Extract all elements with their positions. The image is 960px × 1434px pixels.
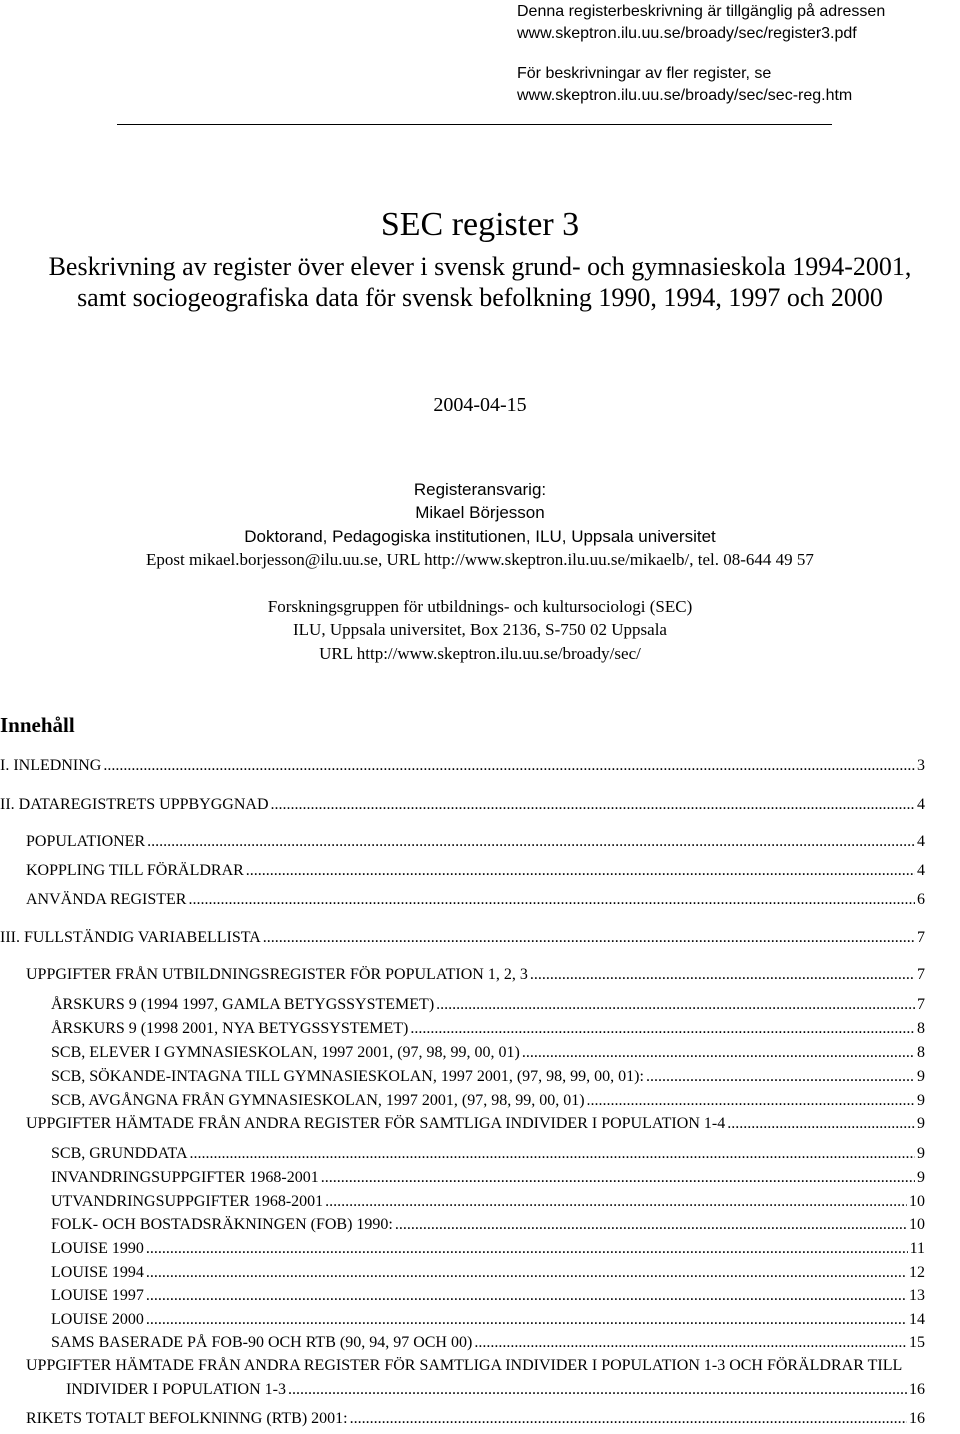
toc-entry-title: LOUISE 1994 — [51, 1264, 144, 1281]
toc-entry-page: 9 — [917, 1092, 925, 1109]
toc-entry-page: 4 — [917, 833, 925, 850]
toc-leader — [395, 1216, 907, 1234]
document-subtitle-2: samt sociogeografiska data för svensk befolkning 1990, 1994, 1997 och 2000 — [77, 283, 883, 312]
toc-entry-title: INDIVIDER I POPULATION 1-3 — [66, 1381, 286, 1398]
toc-leader — [325, 1193, 907, 1211]
toc-leader — [190, 1145, 915, 1163]
toc-entry-page: 4 — [917, 862, 925, 879]
header-link-htm[interactable]: www.skeptron.ilu.uu.se/broady/sec/sec-reg.htm — [517, 87, 853, 104]
toc-leader — [646, 1068, 915, 1086]
toc-leader — [246, 862, 915, 880]
toc-leader — [587, 1092, 915, 1110]
toc-entry-title: UPPGIFTER FRÅN UTBILDNINGSREGISTER FÖR POPULATION 1, 2, 3 — [26, 966, 528, 983]
toc-entry[interactable] — [0, 929, 925, 947]
toc-entry-title: I. INLEDNING — [0, 757, 102, 774]
toc-entry-wrapped-line[interactable]: UPPGIFTER HÄMTADE FRÅN ANDRA REGISTER FÖR SAMTLIGA INDIVIDER I POPULATION 1-3 OCH FÖRÄLDRAR TILL — [26, 1357, 903, 1374]
toc-entry-title: POPULATIONER — [26, 833, 146, 850]
toc-entry-page: 7 — [917, 996, 925, 1013]
toc-entry[interactable] — [51, 1193, 925, 1211]
toc-entry-page: 12 — [909, 1264, 925, 1281]
toc-entry-page: 8 — [917, 1020, 925, 1037]
toc-leader — [530, 966, 915, 984]
toc-entry-page: 9 — [917, 1068, 925, 1085]
group-name: Forskningsgruppen för utbildnings- och kultursociologi (SEC) — [267, 597, 693, 616]
toc-entry-page: 10 — [909, 1216, 925, 1233]
header-divider — [117, 124, 832, 125]
toc-entry[interactable] — [26, 966, 925, 984]
toc-leader — [146, 1240, 908, 1258]
toc-leader — [288, 1381, 907, 1399]
toc-entry-title: UTVANDRINGSUPPGIFTER 1968-2001 — [51, 1193, 324, 1210]
responsible-position: Doktorand, Pedagogiska institutionen, ILU, Uppsala universitet — [244, 527, 716, 546]
group-address: ILU, Uppsala universitet, Box 2136, S-750 02 Uppsala — [293, 620, 667, 639]
toc-entry[interactable] — [51, 1068, 925, 1086]
toc-leader — [410, 1020, 915, 1038]
toc-leader — [271, 796, 915, 814]
header-line-1: Denna registerbeskrivning är tillgänglig på adressen — [517, 3, 886, 20]
toc-entry-page: 11 — [909, 1240, 925, 1257]
toc-entry-page: 8 — [917, 1044, 925, 1061]
toc-entry[interactable] — [51, 1169, 925, 1187]
header-line-3: För beskrivningar av fler register, se — [517, 65, 772, 82]
toc-leader — [263, 929, 915, 947]
document-date: 2004-04-15 — [433, 394, 527, 416]
toc-leader — [146, 1264, 907, 1282]
toc-entry-title: III. FULLSTÄNDIG VARIABELLISTA — [0, 929, 261, 946]
toc-entry-page: 13 — [909, 1287, 925, 1304]
toc-entry-title: INVANDRINGSUPPGIFTER 1968-2001 — [51, 1169, 319, 1186]
toc-leader — [146, 1311, 907, 1329]
responsible-label: Registeransvarig: — [413, 480, 547, 499]
toc-leader — [350, 1410, 907, 1428]
toc-entry-page: 16 — [909, 1381, 925, 1398]
responsible-name: Mikael Börjesson — [415, 503, 545, 522]
toc-entry[interactable] — [51, 1287, 925, 1305]
toc-entry-title: SCB, AVGÅNGNA FRÅN GYMNASIESKOLAN, 1997 2001, (97, 98, 99, 00, 01) — [51, 1092, 585, 1109]
toc-entry[interactable] — [51, 1240, 925, 1258]
document-title: SEC register 3 — [380, 206, 580, 243]
toc-leader — [147, 833, 915, 851]
toc-entry-title: II. DATAREGISTRETS UPPBYGGNAD — [0, 796, 269, 813]
toc-entry[interactable] — [51, 1216, 925, 1234]
document-subtitle-1: Beskrivning av register över elever i svensk grund- och gymnasieskola 1994-2001, — [48, 252, 912, 281]
toc-entry[interactable] — [51, 996, 925, 1014]
toc-entry-title: ANVÄNDA REGISTER — [26, 891, 187, 908]
toc-entry-title: LOUISE 2000 — [51, 1311, 144, 1328]
toc-leader — [727, 1115, 915, 1133]
toc-entry-title: UPPGIFTER HÄMTADE FRÅN ANDRA REGISTER FÖR SAMTLIGA INDIVIDER I POPULATION 1-4 — [26, 1115, 726, 1132]
toc-entry-page: 15 — [909, 1334, 925, 1351]
toc-entry[interactable] — [51, 1044, 925, 1062]
toc-entry-title: RIKETS TOTALT BEFOLKNINNG (RTB) 2001: — [26, 1410, 348, 1427]
toc-entry[interactable] — [26, 833, 925, 851]
toc-entry[interactable] — [51, 1020, 925, 1038]
toc-entry-title: SCB, SÖKANDE-INTAGNA TILL GYMNASIESKOLAN, 1997 2001, (97, 98, 99, 00, 01): — [51, 1068, 644, 1085]
toc-entry-title: ÅRSKURS 9 (1998 2001, NYA BETYGSSYSTEMET) — [51, 1020, 409, 1037]
toc-entry[interactable] — [26, 891, 925, 909]
contents-heading: Innehåll — [0, 713, 75, 737]
toc-entry[interactable] — [66, 1381, 925, 1399]
toc-entry-page: 14 — [909, 1311, 925, 1328]
toc-leader — [321, 1169, 915, 1187]
toc-entry-title: ÅRSKURS 9 (1994 1997, GAMLA BETYGSSYSTEMET) — [51, 996, 435, 1013]
toc-entry-title: LOUISE 1990 — [51, 1240, 144, 1257]
toc-entry-page: 4 — [917, 796, 925, 813]
toc-leader — [474, 1334, 907, 1352]
toc-entry[interactable] — [26, 1410, 925, 1428]
toc-entry-page: 16 — [909, 1410, 925, 1427]
toc-entry-page: 9 — [917, 1169, 925, 1186]
toc-entry[interactable] — [51, 1311, 925, 1329]
toc-leader — [103, 757, 915, 775]
toc-entry-page: 7 — [917, 966, 925, 983]
toc-entry-title: FOLK- OCH BOSTADSRÄKNINGEN (FOB) 1990: — [51, 1216, 393, 1233]
toc-leader — [436, 996, 915, 1014]
responsible-contact[interactable]: Epost mikael.borjesson@ilu.uu.se, URL http://www.skeptron.ilu.uu.se/mikaelb/, tel. 08-644 49 57 — [146, 550, 814, 569]
toc-leader — [522, 1044, 915, 1062]
toc-entry[interactable] — [26, 862, 925, 880]
toc-entry[interactable] — [51, 1092, 925, 1110]
toc-entry[interactable] — [26, 1115, 925, 1133]
toc-leader — [188, 891, 915, 909]
toc-entry-page: 7 — [917, 929, 925, 946]
group-url[interactable]: URL http://www.skeptron.ilu.uu.se/broady/sec/ — [319, 644, 641, 663]
toc-entry-title: SCB, ELEVER I GYMNASIESKOLAN, 1997 2001, (97, 98, 99, 00, 01) — [51, 1044, 520, 1061]
toc-entry-title: KOPPLING TILL FÖRÄLDRAR — [26, 862, 244, 879]
toc-entry-page: 6 — [917, 891, 925, 908]
toc-entry[interactable] — [0, 796, 925, 814]
toc-entry-page: 3 — [917, 757, 925, 774]
toc-entry-page: 10 — [909, 1193, 925, 1210]
toc-entry-title: LOUISE 1997 — [51, 1287, 144, 1304]
toc-entry[interactable] — [0, 757, 925, 775]
toc-entry-title: SCB, GRUNDDATA — [51, 1145, 188, 1162]
toc-entry[interactable] — [51, 1264, 925, 1282]
toc-leader — [146, 1287, 907, 1305]
toc-entry[interactable] — [51, 1145, 925, 1163]
toc-entry[interactable] — [51, 1334, 925, 1352]
toc-entry-title: SAMS BASERADE PÅ FOB-90 OCH RTB (90, 94, 97 OCH 00) — [51, 1334, 473, 1351]
header-link-pdf[interactable]: www.skeptron.ilu.uu.se/broady/sec/register3.pdf — [517, 25, 857, 42]
toc-entry-page: 9 — [917, 1115, 925, 1132]
toc-entry-page: 9 — [917, 1145, 925, 1162]
